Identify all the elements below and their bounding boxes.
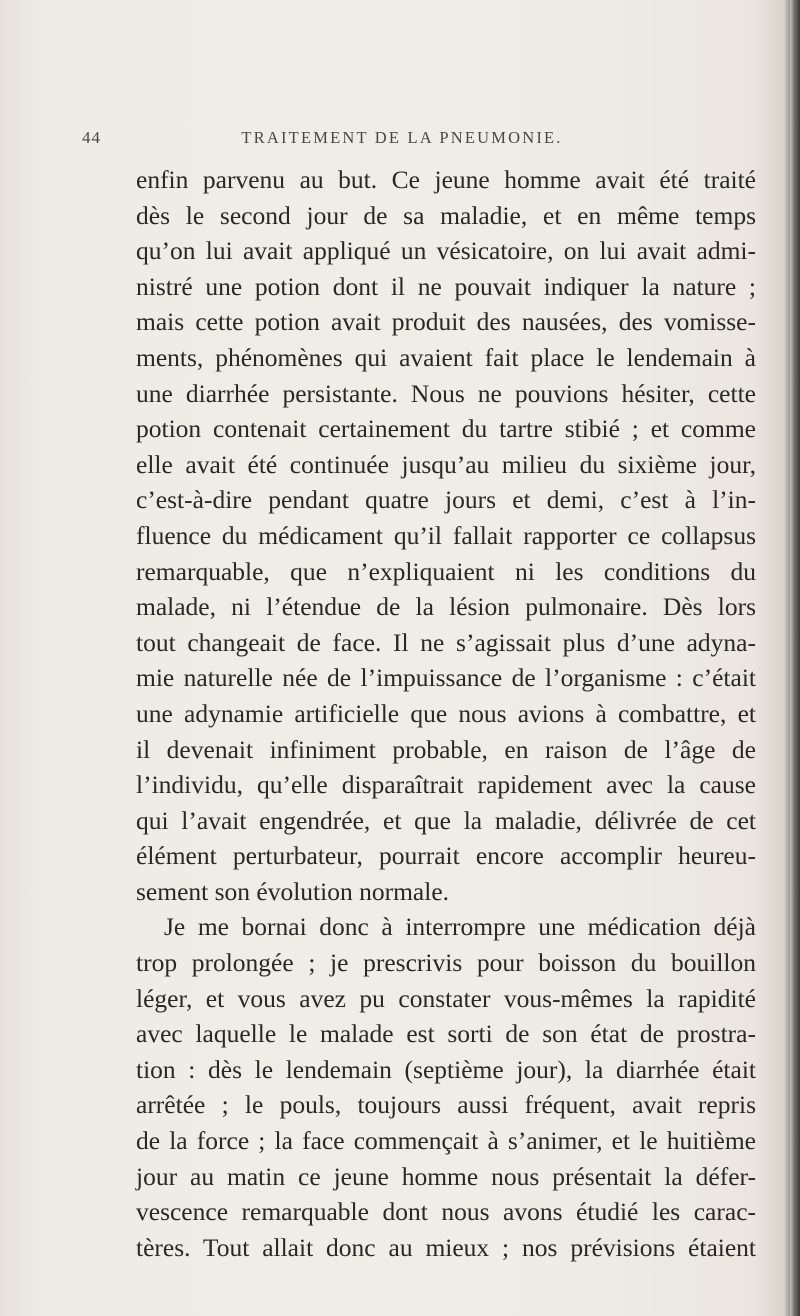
page-number: 44 <box>82 128 101 147</box>
text-line: elle avait été continuée jusqu’au milieu du sixième jour, <box>136 449 756 479</box>
text-line: tères. Tout allait donc au mieux ; nos prévisions étaient <box>136 1232 756 1262</box>
paragraph-end-line: sement son évolution normale. <box>136 876 450 906</box>
text-line: tout changeait de face. Il ne s’agissait plus d’une adyna- <box>136 627 756 657</box>
text-line: ments, phénomènes qui avaient fait place le lendemain à <box>136 342 756 372</box>
text-line: trop prolongée ; je prescrivis pour boisson du bouillon <box>136 948 756 978</box>
text-line: une adynamie artificielle que nous avions à combattre, et <box>136 698 756 728</box>
text-line: avec laquelle le malade est sorti de son état de prostra- <box>136 1019 756 1049</box>
body-text <box>136 162 756 1265</box>
text-line: qui l’avait engendrée, et que la maladie, délivrée de cet <box>136 805 756 835</box>
running-title: TRAITEMENT DE LA PNEUMONIE. <box>241 128 563 147</box>
text-line: qu’on lui avait appliqué un vésicatoire, on lui avait admi- <box>136 236 756 266</box>
text-line: élément perturbateur, pourrait encore accomplir heureu- <box>136 841 756 871</box>
text-line: nistré une potion dont il ne pouvait indiquer la nature ; <box>136 271 756 301</box>
text-line: de la force ; la face commençait à s’animer, et le huitième <box>136 1126 756 1156</box>
text-line: une diarrhée persistante. Nous ne pouvions hésiter, cette <box>136 378 756 408</box>
paragraph-start-line: Je me bornai donc à interrompre une médication déjà <box>164 912 756 942</box>
text-line: léger, et vous avez pu constater vous-mêmes la rapidité <box>136 983 756 1013</box>
page-edge-shadow <box>790 0 800 1316</box>
text-line: mais cette potion avait produit des nausées, des vomisse- <box>136 307 756 337</box>
text-line: malade, ni l’étendue de la lésion pulmonaire. Dès lors <box>136 592 756 622</box>
text-line: dès le second jour de sa maladie, et en même temps <box>136 200 756 230</box>
text-line: il devenait infiniment probable, en raison de l’âge de <box>136 734 756 764</box>
page-header <box>82 128 762 158</box>
text-line: mie naturelle née de l’impuissance de l’organisme : c’était <box>136 663 756 693</box>
text-line: enfin parvenu au but. Ce jeune homme avait été traité <box>136 165 756 194</box>
text-line: arrêtée ; le pouls, toujours aussi fréquent, avait repris <box>136 1090 756 1120</box>
text-line: potion contenait certainement du tartre stibié ; et comme <box>136 414 756 444</box>
text-line: l’individu, qu’elle disparaîtrait rapidement avec la cause <box>136 770 756 800</box>
text-line: c’est-à-dire pendant quatre jours et demi, c’est à l’in- <box>136 485 756 515</box>
text-line: jour au matin ce jeune homme nous présentait la défer- <box>136 1161 756 1191</box>
text-line: remarquable, que n’expliquaient ni les conditions du <box>136 556 756 586</box>
text-line: tion : dès le lendemain (septième jour), la diarrhée était <box>136 1054 756 1084</box>
text-line: fluence du médicament qu’il fallait rapporter ce collapsus <box>136 520 756 550</box>
text-line: vescence remarquable dont nous avons étudié les carac- <box>136 1197 756 1227</box>
